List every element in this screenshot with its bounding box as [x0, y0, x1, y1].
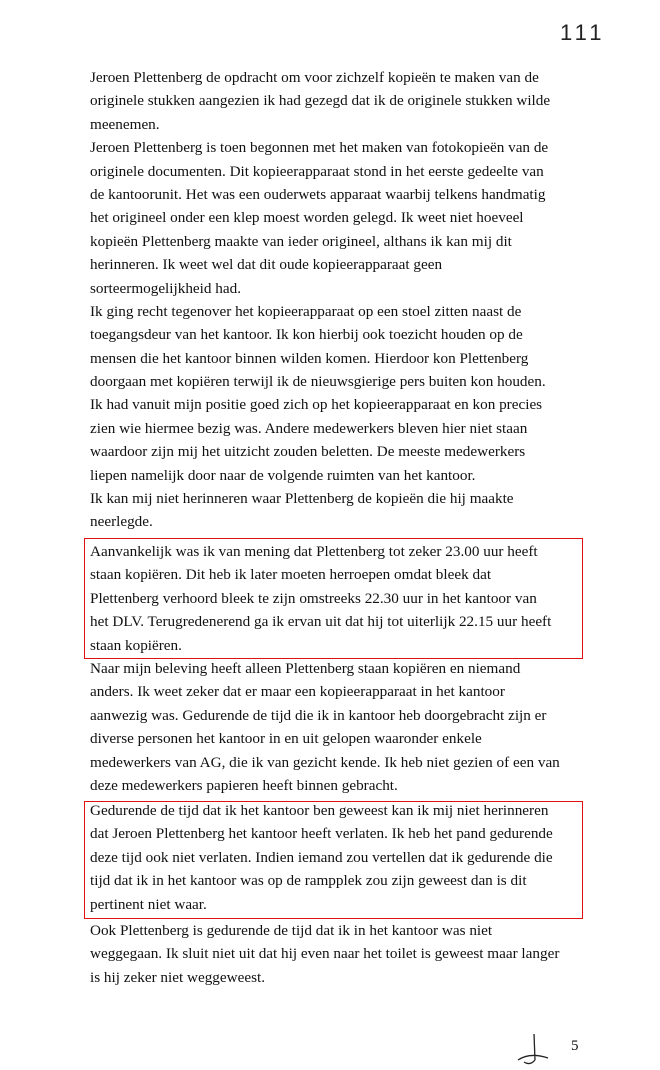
text-line: het origineel onder een klep moest worden gelegd. Ik weet niet hoeveel	[90, 209, 524, 227]
text-line: Jeroen Plettenberg is toen begonnen met het maken van fotokopieën van de	[90, 139, 549, 157]
text-line: deze medewerkers papieren heeft binnen gebracht.	[90, 776, 398, 794]
text-line: kopieën Plettenberg maakte van ieder origineel, althans ik kan mij dit	[90, 232, 512, 250]
text-line: aanwezig was. Gedurende de tijd die ik in kantoor heb doorgebracht zijn er	[90, 706, 547, 724]
text-line: doorgaan met kopiëren terwijl ik de nieuwsgierige pers buiten kon houden.	[90, 373, 546, 391]
text-line: diverse personen het kantoor in en uit gelopen waaronder enkele	[90, 730, 482, 748]
text-line: Gedurende de tijd dat ik het kantoor ben geweest kan ik mij niet herinneren	[90, 802, 549, 819]
folio-number: 111	[560, 20, 606, 45]
text-line: Naar mijn beleving heeft alleen Plettenberg staan kopiëren en niemand	[90, 660, 521, 677]
text-line: Jeroen Plettenberg de opdracht om voor zichzelf kopieën te maken van de	[90, 69, 539, 86]
paragraph-group-2	[90, 657, 590, 797]
text-line: Ik kan mij niet herinneren waar Plettenberg de kopieën die hij maakte	[90, 490, 514, 508]
text-line: herinneren. Ik weet wel dat dit oude kopieerapparaat geen	[90, 256, 443, 274]
text-line: liepen namelijk door naar de volgende ruimten van het kantoor.	[90, 466, 476, 484]
text-line: anders. Ik weet zeker dat er maar een kopieerapparaat in het kantoor	[90, 683, 505, 701]
text-line: Aanvankelijk was ik van mening dat Plettenberg tot zeker 23.00 uur heeft	[90, 543, 538, 560]
page-number: 5	[571, 1038, 579, 1054]
handwritten-initials	[508, 1030, 558, 1070]
text-line: originele stukken aangezien ik had gezegd dat ik de originele stukken wilde	[90, 92, 551, 110]
text-line: tijd dat ik in het kantoor was op de rampplek zou zijn geweest dan is dit	[90, 872, 527, 890]
text-line: Ik ging recht tegenover het kopieerapparaat op een stoel zitten naast de	[90, 302, 522, 320]
text-line: Ik had vanuit mijn positie goed zich op het kopieerapparaat en kon precies	[90, 396, 543, 414]
text-line: waardoor zijn mij het uitzicht zouden beletten. De meeste medewerkers	[90, 443, 526, 461]
text-line: sorteermogelijkheid had.	[90, 279, 241, 297]
text-line: het DLV. Terugredenerend ga ik ervan uit dat hij tot uiterlijk 22.15 uur heeft	[90, 613, 552, 631]
paragraph-group-1	[90, 66, 590, 534]
highlighted-passage-2	[90, 799, 590, 916]
text-line: Plettenberg verhoord bleek te zijn omstreeks 22.30 uur in het kantoor van	[90, 589, 537, 607]
text-line: medewerkers van AG, die ik van gezicht kende. Ik heb niet gezien of een van	[90, 753, 560, 771]
text-line: dat Jeroen Plettenberg het kantoor heeft verlaten. Ik heb het pand gedurende	[90, 825, 553, 843]
text-line: deze tijd ook niet verlaten. Indien iemand zou vertellen dat ik gedurende die	[90, 848, 553, 866]
text-line: pertinent niet waar.	[90, 895, 207, 913]
text-line: is hij zeker niet weggeweest.	[90, 968, 266, 986]
text-line: meenemen.	[90, 115, 160, 133]
highlighted-passage-1	[90, 540, 590, 657]
text-line: Ook Plettenberg is gedurende de tijd dat ik in het kantoor was niet	[90, 922, 493, 939]
text-line: weggegaan. Ik sluit niet uit dat hij even naar het toilet is geweest maar langer	[90, 945, 560, 963]
text-line: staan kopiëren.	[90, 636, 182, 654]
text-line: originele documenten. Dit kopieerapparaat stond in het eerste gedeelte van	[90, 162, 544, 180]
text-line: zien wie hiermee bezig was. Andere medewerkers bleven hier niet staan	[90, 419, 528, 437]
text-line: de kantoorunit. Het was een ouderwets apparaat waarbij telkens handmatig	[90, 185, 546, 203]
text-line: neerlegde.	[90, 513, 153, 531]
text-line: toegangsdeur van het kantoor. Ik kon hierbij ook toezicht houden op de	[90, 326, 523, 344]
text-line: mensen die het kantoor binnen wilden komen. Hierdoor kon Plettenberg	[90, 349, 529, 367]
paragraph-group-3	[90, 919, 590, 989]
text-line: staan kopiëren. Dit heb ik later moeten herroepen omdat bleek dat	[90, 566, 492, 584]
